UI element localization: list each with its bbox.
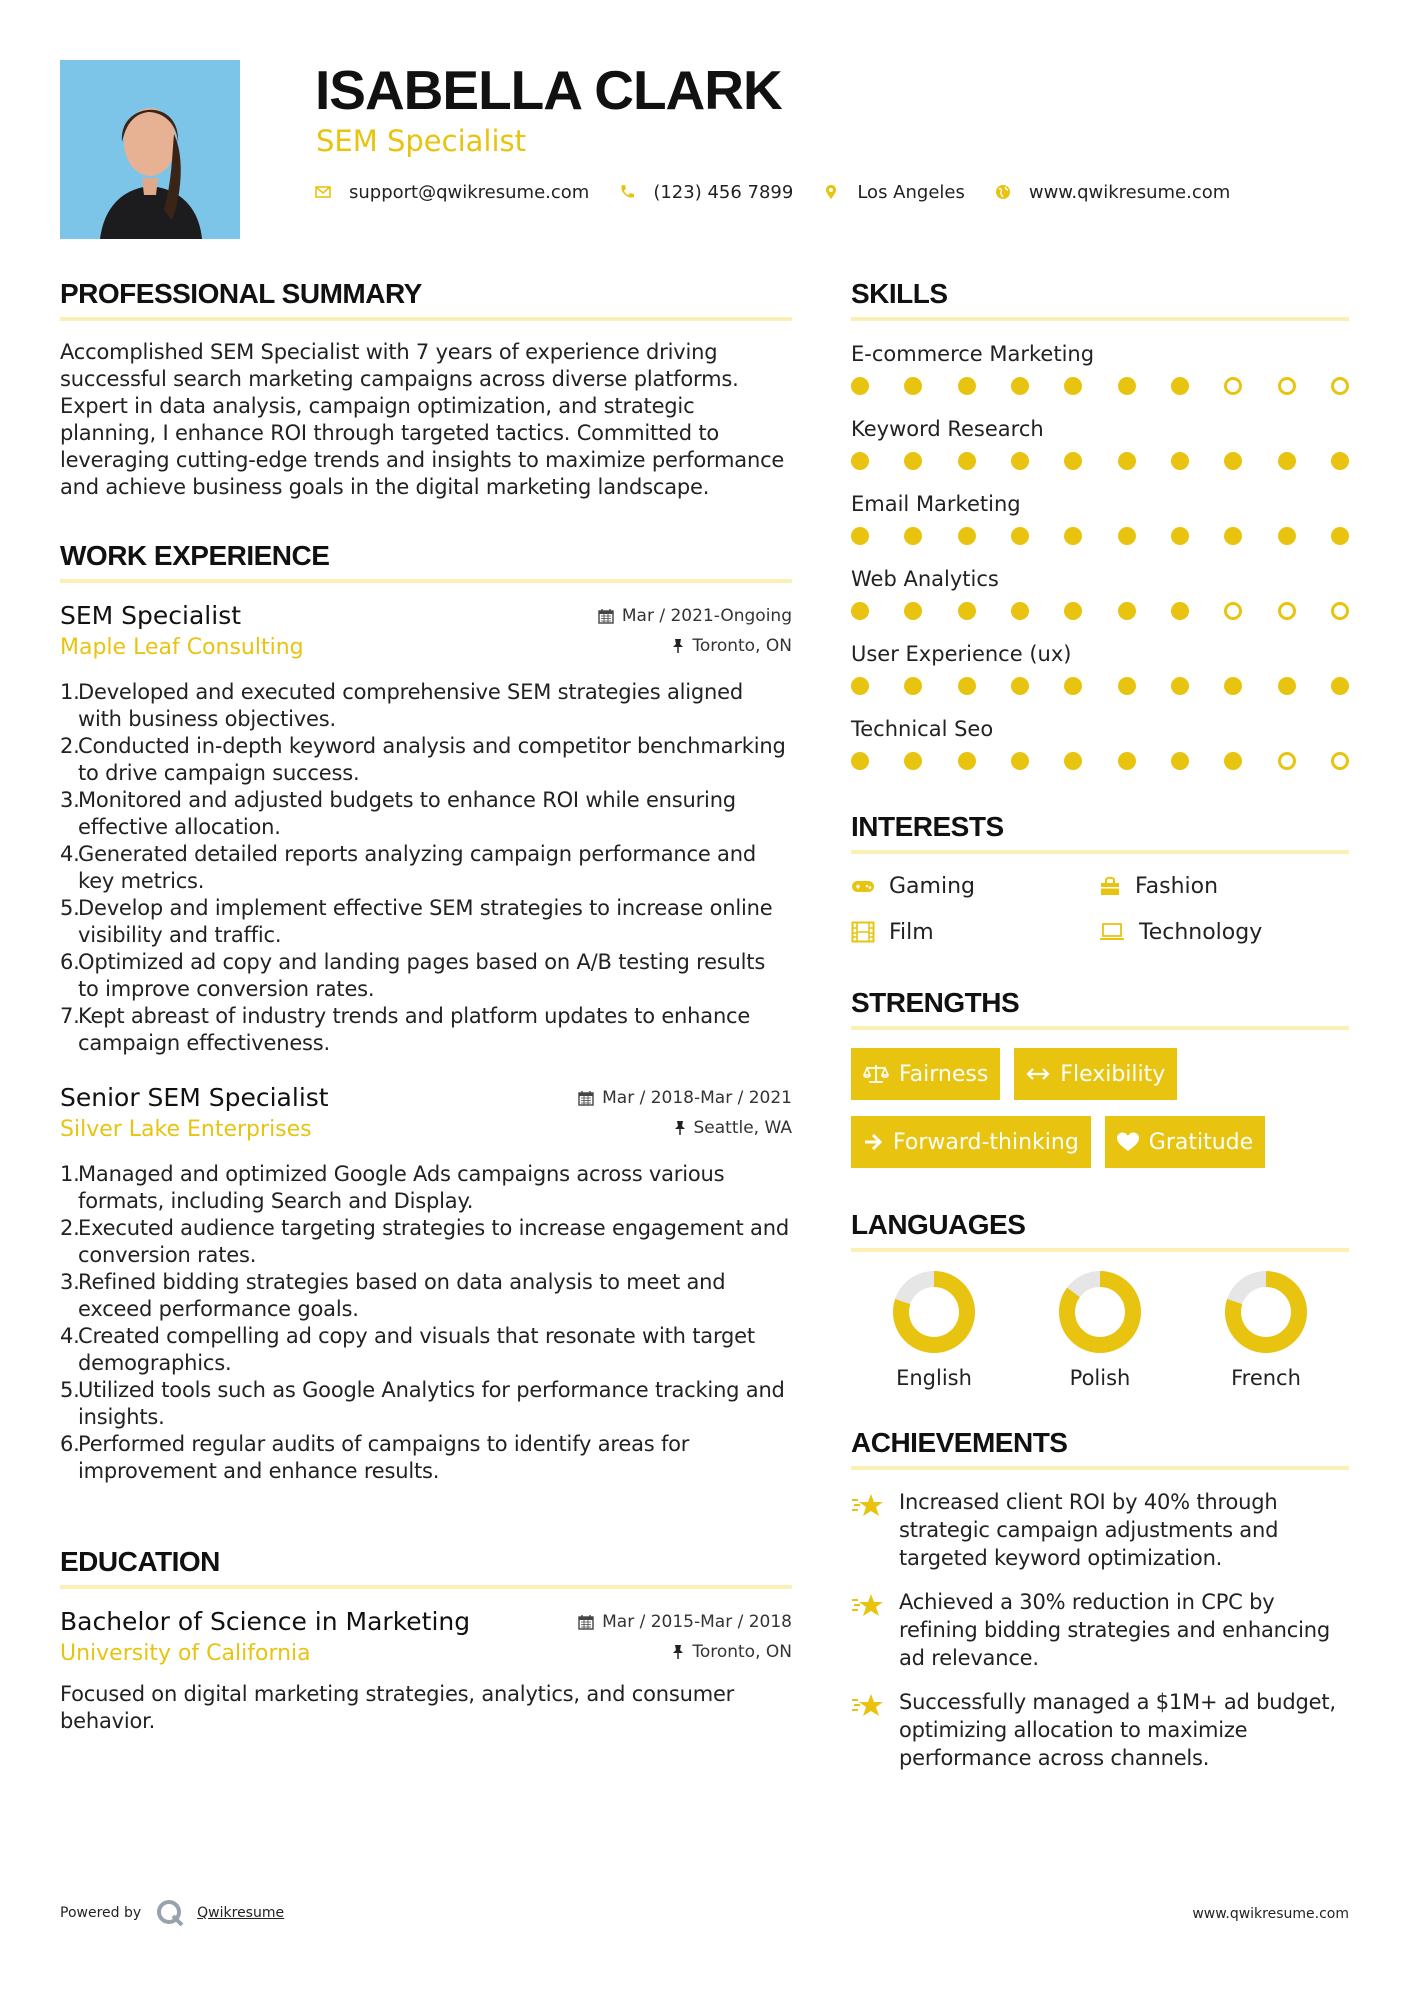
- achievement-item: [851, 1688, 1349, 1772]
- laptop-icon: [1099, 922, 1125, 942]
- skill-row: [851, 414, 1349, 489]
- rating-dot: [904, 452, 922, 470]
- rating-dot: [958, 602, 976, 620]
- summary-text: Accomplished SEM Specialist with 7 years of experience driving successful search marketing campaigns across diverse platforms. Expert in data analysis, campaign optimization, and strategic planning, I enhance ROI through targeted tactics. Committed to leveraging cutting-edge trends and insights to maximize performance and achieve business goals in the digital marketing landscape.: [60, 340, 785, 499]
- skills-heading: SKILLS: [851, 278, 948, 309]
- education-location-meta: [672, 1642, 792, 1662]
- language-item: [1183, 1270, 1349, 1390]
- rating-dot: [1331, 377, 1349, 395]
- email-icon: [315, 184, 331, 200]
- job-list: [60, 601, 792, 1485]
- rating-dot: [1064, 377, 1082, 395]
- bullet-number: 6.: [60, 1432, 80, 1456]
- strength-label: Gratitude: [1148, 1129, 1254, 1155]
- rating-dot: [1278, 452, 1296, 470]
- strengths-section: [851, 984, 1349, 1168]
- gamepad-icon: [851, 878, 875, 894]
- rating-dot: [1011, 752, 1029, 770]
- rating-dot: [1278, 677, 1296, 695]
- job-company: Maple Leaf Consulting: [60, 635, 304, 660]
- language-donut: [892, 1270, 976, 1354]
- achievement-text: Increased client ROI by 40% through strategic campaign adjustments and targeted keyword optimization.: [899, 1490, 1279, 1570]
- skill-rating: [851, 744, 1349, 789]
- rating-dot: [1224, 452, 1242, 470]
- bullet-text: Monitored and adjusted budgets to enhance ROI while ensuring effective allocation.: [78, 788, 736, 839]
- rating-dot: [1118, 452, 1136, 470]
- interests-section: [851, 808, 1349, 946]
- summary-section: [60, 275, 792, 501]
- calendar-icon: [578, 1090, 594, 1106]
- section-divider: [851, 317, 1349, 321]
- skills-section: [851, 275, 1349, 789]
- skill-name: E-commerce Marketing: [851, 342, 1095, 366]
- language-name: French: [1231, 1366, 1301, 1390]
- strength-chip: [851, 1048, 1000, 1100]
- rating-dot: [958, 752, 976, 770]
- education-head: [60, 1607, 792, 1641]
- education-location: Toronto, ON: [692, 1642, 792, 1662]
- interest-label: Film: [889, 919, 934, 945]
- job-bullets: [60, 679, 792, 1057]
- rating-dot: [1011, 452, 1029, 470]
- rating-dot: [851, 527, 869, 545]
- skill-row: [851, 714, 1349, 789]
- strength-chip: [851, 1116, 1091, 1168]
- bullet-text: Utilized tools such as Google Analytics for performance tracking and insights.: [78, 1378, 785, 1429]
- rating-dot: [1331, 452, 1349, 470]
- education-date-meta: [578, 1612, 792, 1632]
- globe-icon: [995, 184, 1011, 200]
- education-section: [60, 1543, 792, 1735]
- bullet-number: 1.: [60, 1162, 80, 1186]
- rating-dot: [1171, 452, 1189, 470]
- bullet-number: 6.: [60, 950, 80, 974]
- location-pin-icon: [823, 184, 839, 200]
- list-item: [60, 1003, 792, 1057]
- job-entry: [60, 601, 792, 1057]
- skill-name: User Experience (ux): [851, 642, 1072, 666]
- list-item: [60, 1323, 792, 1377]
- job-date: Mar / 2018-Mar / 2021: [602, 1088, 792, 1108]
- strength-chips: [851, 1048, 1349, 1168]
- achievement-item: [851, 1488, 1349, 1572]
- job-title: Senior SEM Specialist: [60, 1083, 329, 1112]
- language-item: [1017, 1270, 1183, 1390]
- rating-dot: [1064, 527, 1082, 545]
- rating-dot: [1278, 752, 1296, 770]
- rating-dot: [1064, 752, 1082, 770]
- education-description: Focused on digital marketing strategies, analytics, and consumer behavior.: [60, 1682, 735, 1733]
- rating-dot: [904, 602, 922, 620]
- rating-dot: [1331, 752, 1349, 770]
- section-divider: [60, 579, 792, 583]
- achievement-item: [851, 1588, 1349, 1672]
- footer-powered: [60, 1898, 284, 1928]
- bullet-text: Performed regular audits of campaigns to identify areas for improvement and enhance results.: [78, 1432, 690, 1483]
- language-name: English: [896, 1366, 972, 1390]
- interest-grid: [851, 872, 1349, 946]
- bullet-number: 3.: [60, 1270, 80, 1294]
- film-icon: [851, 921, 875, 943]
- bullet-number: 2.: [60, 734, 80, 758]
- qwikresume-logo-icon: [155, 1898, 185, 1928]
- bullet-number: 4.: [60, 842, 80, 866]
- contact-email[interactable]: support@qwikresume.com: [349, 181, 590, 203]
- rating-dot: [1064, 602, 1082, 620]
- interest-item: [1099, 872, 1349, 900]
- bullet-number: 2.: [60, 1216, 80, 1240]
- skill-list: [851, 339, 1349, 789]
- rating-dot: [1064, 452, 1082, 470]
- skill-row: [851, 339, 1349, 414]
- section-divider: [60, 317, 792, 321]
- left-column: [60, 275, 792, 1735]
- skill-rating: [851, 369, 1349, 414]
- achievement-text: Achieved a 30% reduction in CPC by refining bidding strategies and enhancing ad relevance.: [899, 1590, 1331, 1670]
- list-item: [60, 679, 792, 733]
- profile-photo: [60, 60, 240, 239]
- bullet-number: 1.: [60, 680, 80, 704]
- rating-dot: [1011, 602, 1029, 620]
- rating-dot: [1118, 602, 1136, 620]
- skill-row: [851, 489, 1349, 564]
- rating-dot: [1278, 602, 1296, 620]
- rating-dot: [851, 752, 869, 770]
- skill-name: Email Marketing: [851, 492, 1021, 516]
- bullet-text: Conducted in-depth keyword analysis and competitor benchmarking to drive campaign success.: [78, 734, 786, 785]
- list-item: [60, 1377, 792, 1431]
- rating-dot: [851, 602, 869, 620]
- language-name: Polish: [1069, 1366, 1131, 1390]
- section-divider: [851, 1466, 1349, 1470]
- experience-section: [60, 537, 792, 1485]
- rating-dot: [1224, 602, 1242, 620]
- bag-icon: [1099, 875, 1121, 897]
- interest-item: [851, 872, 1099, 900]
- rating-dot: [904, 752, 922, 770]
- candidate-name: ISABELLA CLARK: [315, 59, 782, 121]
- rating-dot: [904, 527, 922, 545]
- arrows-horizontal-icon: [1026, 1067, 1050, 1081]
- job-date: Mar / 2021-Ongoing: [621, 606, 792, 626]
- rating-dot: [904, 677, 922, 695]
- rating-dot: [1118, 752, 1136, 770]
- rating-dot: [1331, 677, 1349, 695]
- star-icon: [851, 1492, 885, 1520]
- rating-dot: [1224, 377, 1242, 395]
- experience-heading: WORK EXPERIENCE: [60, 540, 330, 571]
- rating-dot: [1118, 377, 1136, 395]
- rating-dot: [958, 377, 976, 395]
- bullet-number: 7.: [60, 1004, 80, 1028]
- strength-chip: [1105, 1116, 1265, 1168]
- section-divider: [60, 1585, 792, 1589]
- summary-heading: PROFESSIONAL SUMMARY: [60, 278, 422, 309]
- bullet-text: Optimized ad copy and landing pages based on A/B testing results to improve conversion rates.: [78, 950, 766, 1001]
- list-item: [60, 1431, 792, 1485]
- bullet-number: 3.: [60, 788, 80, 812]
- skill-rating: [851, 594, 1349, 639]
- contact-location: Los Angeles: [857, 181, 965, 203]
- footer-site[interactable]: www.qwikresume.com: [1192, 1906, 1349, 1922]
- pushpin-icon: [674, 1120, 686, 1136]
- rating-dot: [1331, 527, 1349, 545]
- languages-section: [851, 1206, 1349, 1390]
- job-bullets: [60, 1161, 792, 1485]
- bullet-number: 5.: [60, 896, 80, 920]
- achievements-section: [851, 1424, 1349, 1772]
- job-sub: [60, 635, 792, 671]
- rating-dot: [1118, 527, 1136, 545]
- pushpin-icon: [672, 1644, 684, 1660]
- bullet-text: Created compelling ad copy and visuals that resonate with target demographics.: [78, 1324, 755, 1375]
- list-item: [60, 1269, 792, 1323]
- job-date-meta: [578, 1088, 792, 1108]
- language-donut: [1058, 1270, 1142, 1354]
- skill-row: [851, 564, 1349, 639]
- job-company: Silver Lake Enterprises: [60, 1117, 312, 1142]
- job-location: Toronto, ON: [692, 636, 792, 656]
- list-item: [60, 895, 792, 949]
- rating-dot: [958, 677, 976, 695]
- list-item: [60, 787, 792, 841]
- skill-rating: [851, 669, 1349, 714]
- education-heading: EDUCATION: [60, 1546, 220, 1577]
- right-column: [851, 275, 1349, 1788]
- job-sub: [60, 1117, 792, 1153]
- section-divider: [851, 850, 1349, 854]
- language-donut: [1224, 1270, 1308, 1354]
- rating-dot: [1118, 677, 1136, 695]
- skill-name: Web Analytics: [851, 567, 999, 591]
- contact-phone[interactable]: (123) 456 7899: [653, 181, 794, 203]
- calendar-icon: [598, 608, 614, 624]
- rating-dot: [1171, 527, 1189, 545]
- powered-by-text: Powered by: [60, 1905, 142, 1921]
- strength-label: Flexibility: [1060, 1061, 1166, 1087]
- rating-dot: [1331, 602, 1349, 620]
- rating-dot: [1224, 752, 1242, 770]
- interest-item: [1099, 918, 1349, 946]
- rating-dot: [958, 527, 976, 545]
- skill-name: Technical Seo: [851, 717, 994, 741]
- skill-rating: [851, 519, 1349, 564]
- rating-dot: [1224, 677, 1242, 695]
- job-entry: [60, 1083, 792, 1485]
- rating-dot: [1171, 677, 1189, 695]
- interests-heading: INTERESTS: [851, 811, 1004, 842]
- list-item: [60, 1161, 792, 1215]
- skill-rating: [851, 444, 1349, 489]
- rating-dot: [1171, 602, 1189, 620]
- language-item: [851, 1270, 1017, 1390]
- skill-name: Keyword Research: [851, 417, 1044, 441]
- strength-label: Forward-thinking: [893, 1129, 1079, 1155]
- list-item: [60, 1215, 792, 1269]
- section-divider: [851, 1026, 1349, 1030]
- education-school: University of California: [60, 1641, 311, 1666]
- section-divider: [851, 1248, 1349, 1252]
- rating-dot: [1011, 677, 1029, 695]
- bullet-number: 5.: [60, 1378, 80, 1402]
- achievement-text: Successfully managed a $1M+ ad budget, optimizing allocation to maximize performance across channels.: [899, 1690, 1336, 1770]
- job-location-meta: [674, 1118, 793, 1138]
- scale-icon: [863, 1063, 889, 1085]
- job-title: SEM Specialist: [60, 601, 242, 630]
- list-item: [60, 733, 792, 787]
- rating-dot: [1278, 377, 1296, 395]
- calendar-icon: [578, 1614, 594, 1630]
- pushpin-icon: [672, 638, 684, 654]
- star-icon: [851, 1692, 885, 1720]
- list-item: [60, 841, 792, 895]
- bullet-text: Managed and optimized Google Ads campaigns across various formats, including Search and Display.: [78, 1162, 725, 1213]
- arrow-right-icon: [863, 1133, 883, 1151]
- achievement-list: [851, 1488, 1349, 1772]
- bullet-text: Generated detailed reports analyzing campaign performance and key metrics.: [78, 842, 756, 893]
- rating-dot: [1171, 752, 1189, 770]
- strength-chip: [1014, 1048, 1177, 1100]
- strengths-heading: STRENGTHS: [851, 987, 1020, 1018]
- list-item: [60, 949, 792, 1003]
- rating-dot: [1064, 677, 1082, 695]
- rating-dot: [1171, 377, 1189, 395]
- bullet-text: Developed and executed comprehensive SEM strategies aligned with business objectives.: [78, 680, 743, 731]
- rating-dot: [1011, 527, 1029, 545]
- candidate-title: SEM Specialist: [316, 124, 526, 158]
- languages-heading: LANGUAGES: [851, 1209, 1026, 1240]
- interest-label: Fashion: [1135, 873, 1219, 899]
- skill-row: [851, 639, 1349, 714]
- contact-bar: [315, 180, 1260, 204]
- rating-dot: [958, 452, 976, 470]
- bullet-text: Kept abreast of industry trends and platform updates to enhance campaign effectiveness.: [78, 1004, 751, 1055]
- rating-dot: [1011, 377, 1029, 395]
- job-head: [60, 1083, 792, 1117]
- rating-dot: [851, 377, 869, 395]
- job-location-meta: [672, 636, 792, 656]
- interest-label: Technology: [1139, 919, 1263, 945]
- strength-label: Fairness: [899, 1061, 989, 1087]
- rating-dot: [1278, 527, 1296, 545]
- bullet-text: Refined bidding strategies based on data analysis to meet and exceed performance goals.: [78, 1270, 726, 1321]
- qwikresume-link[interactable]: Qwikresume: [197, 1905, 285, 1921]
- interest-item: [851, 918, 1099, 946]
- contact-website[interactable]: www.qwikresume.com: [1028, 181, 1231, 203]
- job-location: Seattle, WA: [693, 1118, 792, 1138]
- bullet-text: Develop and implement effective SEM strategies to increase online visibility and traffic.: [78, 896, 773, 947]
- achievements-heading: ACHIEVEMENTS: [851, 1427, 1068, 1458]
- phone-icon: [619, 184, 635, 200]
- rating-dot: [1224, 527, 1242, 545]
- education-sub: [60, 1641, 792, 1677]
- education-degree: Bachelor of Science in Marketing: [60, 1607, 471, 1636]
- bullet-number: 4.: [60, 1324, 80, 1348]
- rating-dot: [904, 377, 922, 395]
- language-list: [851, 1270, 1351, 1390]
- rating-dot: [851, 677, 869, 695]
- job-head: [60, 601, 792, 635]
- job-date-meta: [598, 606, 792, 626]
- heart-icon: [1117, 1132, 1139, 1152]
- rating-dot: [851, 452, 869, 470]
- star-icon: [851, 1592, 885, 1620]
- interest-label: Gaming: [889, 873, 975, 899]
- education-date: Mar / 2015-Mar / 2018: [602, 1612, 792, 1632]
- bullet-text: Executed audience targeting strategies to increase engagement and conversion rates.: [78, 1216, 789, 1267]
